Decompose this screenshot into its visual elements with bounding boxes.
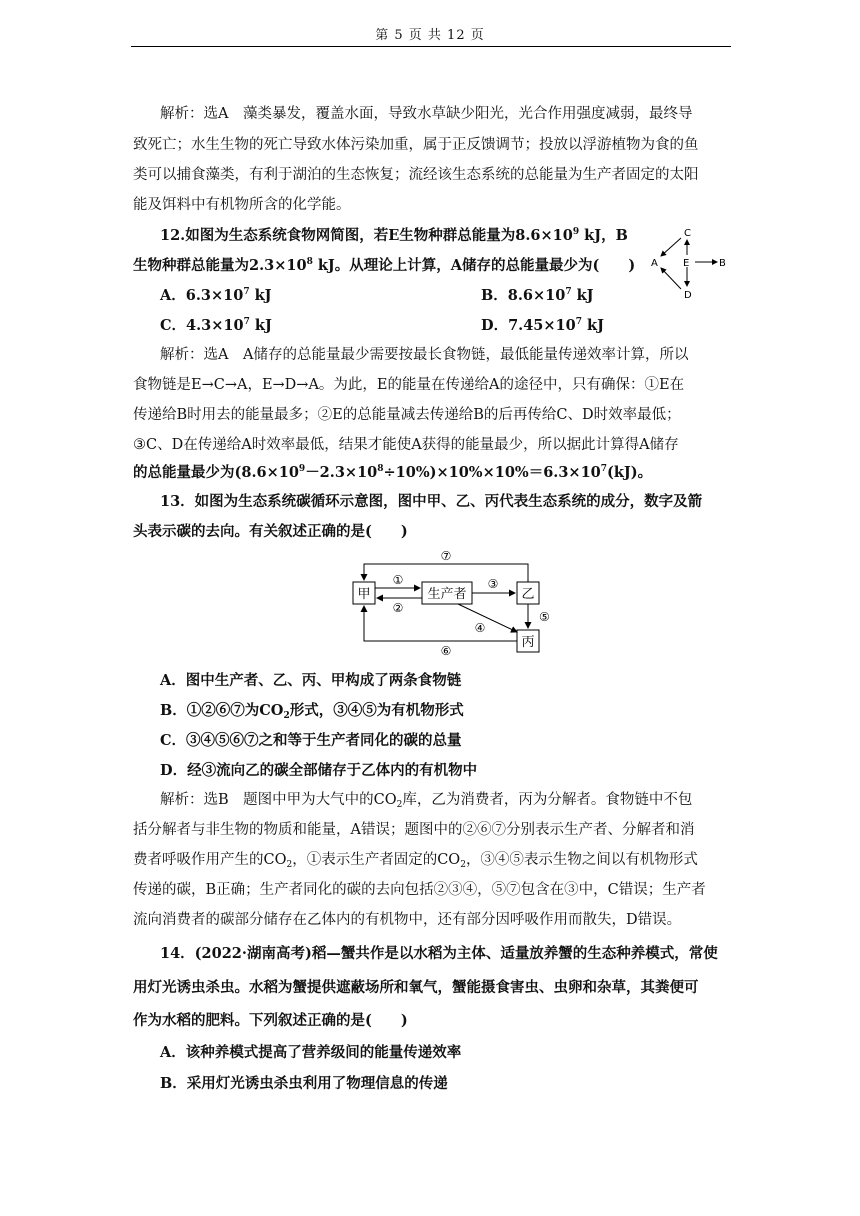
- node-b-label: B: [719, 258, 726, 269]
- label-6: ⑥: [440, 644, 452, 658]
- q11-analysis-line-3: 类可以捕食藻类，有利于湖泊的生态恢复；流经该生态系统的总能量为生产者固定的太阳: [133, 167, 699, 183]
- header-rule: [131, 46, 731, 47]
- q12-stem-line-2: 生物种群总能量为$2.3\times 10^8$ kJ。从理论上计算，A储存的总能量最少为( ): [133, 257, 636, 274]
- q13-option-c: C．③④⑤⑥⑦之和等于生产者同化的碳的总量: [160, 732, 462, 749]
- node-c-label: C: [684, 228, 691, 239]
- label-5: ⑤: [539, 610, 550, 624]
- q12-analysis-line-4: ③C、D在传递给A时效率最低，结果才能使A获得的能量最少，所以据此计算得A储存: [133, 437, 679, 453]
- q13-option-d: D．经③流向乙的碳全部储存于乙体内的有机物中: [160, 762, 478, 779]
- arrow-4: [458, 604, 517, 632]
- q12-option-b: B．$8.6\times 10^7$ kJ: [481, 287, 594, 304]
- q13-analysis-line-5: 流向消费者的碳部分储存在乙体内的有机物中，还有部分因呼吸作用而散失，D错误。: [133, 912, 682, 928]
- label-2: ②: [392, 601, 404, 615]
- node-a-label: A: [651, 258, 658, 269]
- q13-option-a: A．图中生产者、乙、丙、甲构成了两条食物链: [160, 672, 462, 689]
- q12-analysis-line-2: 食物链是E→C→A，E→D→A。为此，E的能量在传递给A的途径中，只有确保：①E在: [133, 377, 685, 393]
- q14-stem-line-2: 用灯光诱虫杀虫。水稻为蟹提供遮蔽场所和氧气，蟹能摄食害虫、虫卵和杂草，其粪便可: [133, 979, 699, 996]
- box-yi-label: 乙: [521, 587, 535, 602]
- label-1: ①: [392, 573, 404, 587]
- box-jia-label: 甲: [357, 587, 371, 602]
- q14-stem-line-3: 作为水稻的肥料。下列叙述正确的是( ): [133, 1012, 408, 1029]
- q12-stem-line-1: 12.如图为生态系统食物网简图，若E生物种群总能量为$8.6\times 10^9$ kJ，B: [160, 227, 628, 244]
- arrow-c-to-a: [661, 238, 681, 256]
- q13-carbon-cycle-diagram: [340, 546, 550, 658]
- label-3: ③: [487, 577, 499, 591]
- q12-analysis-line-1: 解析：选A A储存的总能量最少需要按最长食物链，最低能量传递效率计算，所以: [160, 347, 689, 363]
- page-number-header: 第 5 页 共 12 页: [375, 28, 485, 43]
- q13-stem-line-1: 13．如图为生态系统碳循环示意图，图中甲、乙、丙代表生态系统的成分，数字及箭: [160, 493, 703, 510]
- q13-option-b: B．①②⑥⑦为$CO_2$形式，③④⑤为有机物形式: [160, 702, 464, 721]
- q14-source: 湖南高考: [246, 946, 305, 962]
- node-d-label: D: [684, 290, 692, 301]
- q14-option-a: A．该种养模式提高了营养级间的能量传递效率: [160, 1044, 462, 1061]
- label-7: ⑦: [440, 549, 452, 563]
- q13-analysis-line-2: 括分解者与非生物的物质和能量，A错误；题图中的②⑥⑦分别表示生产者、分解者和消: [133, 822, 695, 838]
- q12-analysis-line-3: 传递给B时用去的能量最多；②E的总能量减去传递给B的后再传给C、D时效率最低；: [133, 407, 681, 423]
- q13-analysis-line-4: 传递的碳，B正确；生产者同化的碳的去向包括②③④，⑤⑦包含在③中，C错误；生产者: [133, 882, 706, 898]
- q12-analysis-line-5: 的总能量最少为$(8.6\times 10^9-2.3\times 10^8\div 10\%)\times 10\%\times 10\%=6.3\times 10^7(kJ)$。: [133, 464, 653, 481]
- q12-option-c: C．$4.3\times 10^7$ kJ: [160, 317, 272, 334]
- box-producer-label: 生产者: [427, 587, 467, 602]
- box-bing-label: 丙: [521, 635, 535, 650]
- q12-option-a: A．$6.3\times 10^7$ kJ: [160, 287, 272, 304]
- q11-analysis-line-1: 解析：选A 藻类暴发，覆盖水面，导致水草缺少阳光，光合作用强度减弱，最终导: [160, 106, 693, 122]
- q11-analysis-line-2: 致死亡；水生生物的死亡导致水体污染加重，属于正反馈调节；投放以浮游植物为食的鱼: [133, 137, 699, 153]
- arrow-7: [364, 564, 528, 582]
- q13-analysis-line-3: 费者呼吸作用产生的$CO_2$，①表示生产者固定的$CO_2$，③④⑤表示生物之间以有机物形式: [133, 852, 698, 870]
- q13-analysis-line-1: 解析：选B 题图中甲为大气中的$CO_2$库，乙为消费者，丙为分解者。食物链中不包: [160, 792, 693, 810]
- arrow-6: [364, 606, 517, 641]
- q13-stem-line-2: 头表示碳的去向。有关叙述正确的是( ): [133, 523, 408, 540]
- q14-option-b: B．采用灯光诱虫杀虫利用了物理信息的传递: [160, 1075, 448, 1092]
- q11-analysis-line-4: 能及饵料中有机物所含的化学能。: [133, 197, 351, 213]
- label-4: ④: [474, 621, 486, 635]
- q12-option-d: D．$7.45\times 10^7$ kJ: [481, 317, 604, 334]
- q14-stem-line-1: 14．(2022·湖南高考)稻—蟹共作是以水稻为主体、适量放养蟹的生态种养模式，常使: [160, 945, 718, 962]
- node-e-label: E: [683, 258, 690, 269]
